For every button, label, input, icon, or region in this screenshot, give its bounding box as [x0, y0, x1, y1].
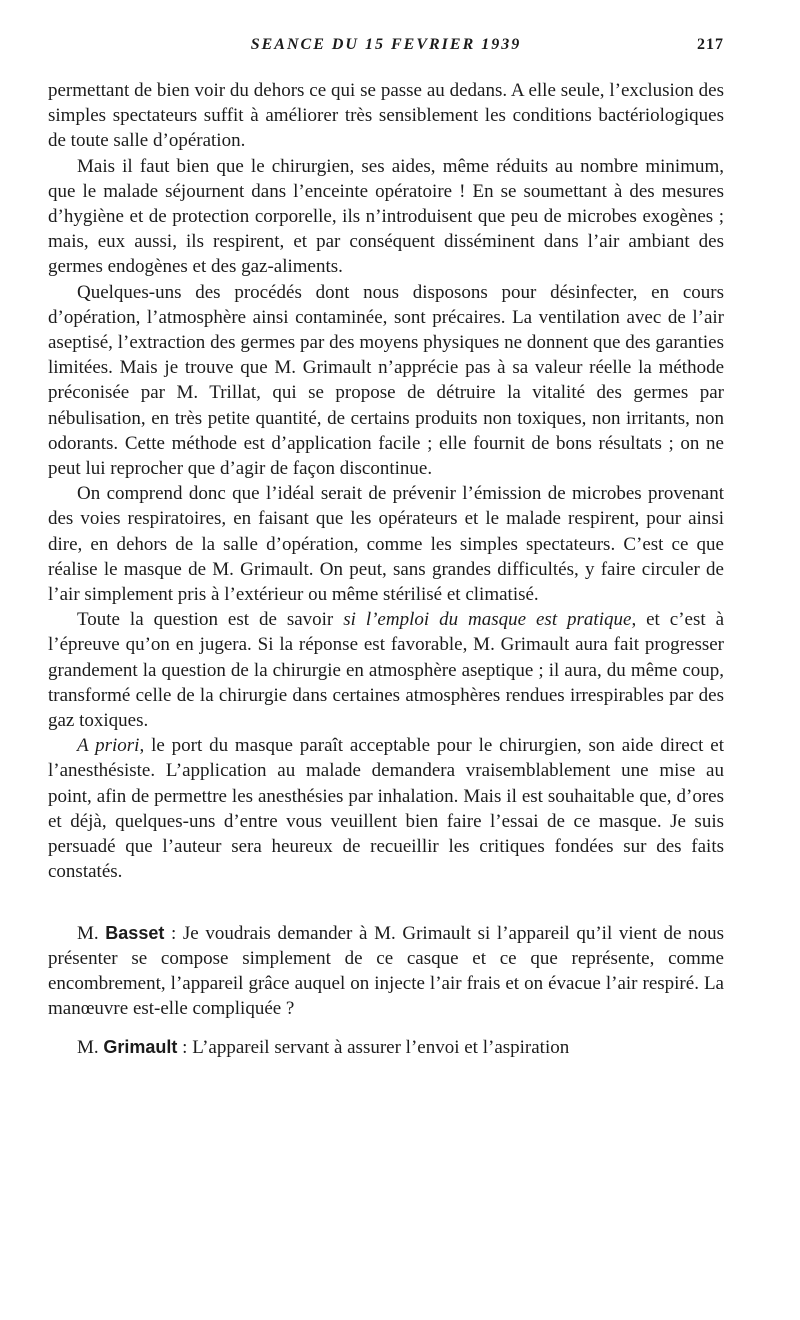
page-number: 217 [697, 36, 724, 53]
speaker-prefix: M. [77, 922, 106, 944]
paragraph-6-rest: , le port du masque paraît acceptable pour le chirurgien, son aide direct et l’anesthésiste. L’application au malade demandera vraisemblablement une mise au point, afin de permettre les anesthésies par inhalation. Mais il est souhaitable que, d’ores et déjà, quelques-uns d’entre vous veuillent bien faire l’essai de ce masque. Je suis persuadé que l’auteur sera heureux de recueillir les critiques fondées sur des faits constatés. [48, 735, 725, 883]
paragraph-3: Quelques-uns des procédés dont nous disposons pour désinfecter, en cours d’opération, l’atmosphère ainsi contaminée, sont précaires. La ventilation avec de l’air aseptisé, l’extraction des germes par des moyens physiques ne donnent que des garanties limitées. Mais je trouve que M. Grimault n’apprécie pas à sa valeur réelle la méthode préconisée par M. Trillat, qui se propose de détruire la vitalité des germes par nébulisation, en très petite quantité, de certains produits non toxiques, non irritants, non odorants. Cette méthode est d’application facile ; elle fournit de bons résultats ; on ne peut lui reprocher que d’agir de façon discontinue. [48, 281, 724, 480]
discussion-text: : L’appareil servant à assurer l’envoi et l’aspiration [177, 1037, 570, 1059]
speaker-name-grimault: Grimault [103, 1037, 178, 1058]
discussion-grimault [48, 1035, 724, 1060]
paragraph-1: permettant de bien voir du dehors ce qui se passe au dedans. A elle seule, l’exclusion des simples spectateurs suffit à améliorer très sensiblement les conditions bactériologiques de toute salle d’opération. [48, 80, 724, 152]
discussion-basset [48, 921, 724, 1022]
paragraph-5-start: Toute la question est de savoir [77, 609, 344, 631]
running-title: SEANCE DU 15 FEVRIER 1939 [250, 36, 522, 53]
paragraph-2: Mais il faut bien que le chirurgien, ses aides, même réduits au nombre minimum, que le malade séjournent dans l’enceinte opératoire ! En se soumettant à des mesures d’hygiène et de protection corporelle, ils n’introduisent que peu de microbes exogènes ; mais, eux aussi, ils respirent, et par conséquent disséminent dans l’air ambiant des germes endogènes et des gaz-aliments. [48, 155, 724, 278]
speaker-prefix: M. [77, 1037, 104, 1059]
paragraph-6 [48, 733, 724, 884]
paragraph-6-italic: A priori [77, 735, 140, 757]
speaker-name-basset: Basset [105, 922, 165, 943]
section-gap [48, 885, 724, 921]
document-page [48, 34, 724, 1061]
paragraph-5-end: , et c’est à l’épreuve qu’on en jugera. Si la réponse est favorable, M. Grimault aura fait progresser grandement la question de la chirurgie en atmosphère aseptique ; il aura, du même coup, transformé celle de la chirurgie dans certaines atmosphères rendues irrespirables par des gaz toxiques. [48, 609, 725, 732]
speaker-gap [48, 1021, 724, 1035]
page-header [48, 34, 724, 62]
body-text [48, 78, 724, 1061]
paragraph-4: On comprend donc que l’idéal serait de prévenir l’émission de microbes provenant des voies respiratoires, en faisant que les opérateurs et le malade respirent, pour ainsi dire, en dehors de la salle d’opération, comme les simples spectateurs. C’est ce que réalise le masque de M. Grimault. On peut, sans grandes difficultés, y faire circuler de l’air simplement pris à l’extérieur ou même stérilisé et climatisé. [48, 483, 724, 606]
discussion-text: : Je voudrais demander à M. Grimault si l’appareil qu’il vient de nous présenter se compose simplement de ce casque et ce que représente, comme encombrement, l’appareil grâce auquel on injecte l’air frais et on évacue l’air respiré. La manœuvre est-elle compliquée ? [48, 922, 724, 1020]
paragraph-5-italic: si l’emploi du masque est pratique [343, 609, 632, 631]
paragraph-5 [48, 607, 724, 733]
